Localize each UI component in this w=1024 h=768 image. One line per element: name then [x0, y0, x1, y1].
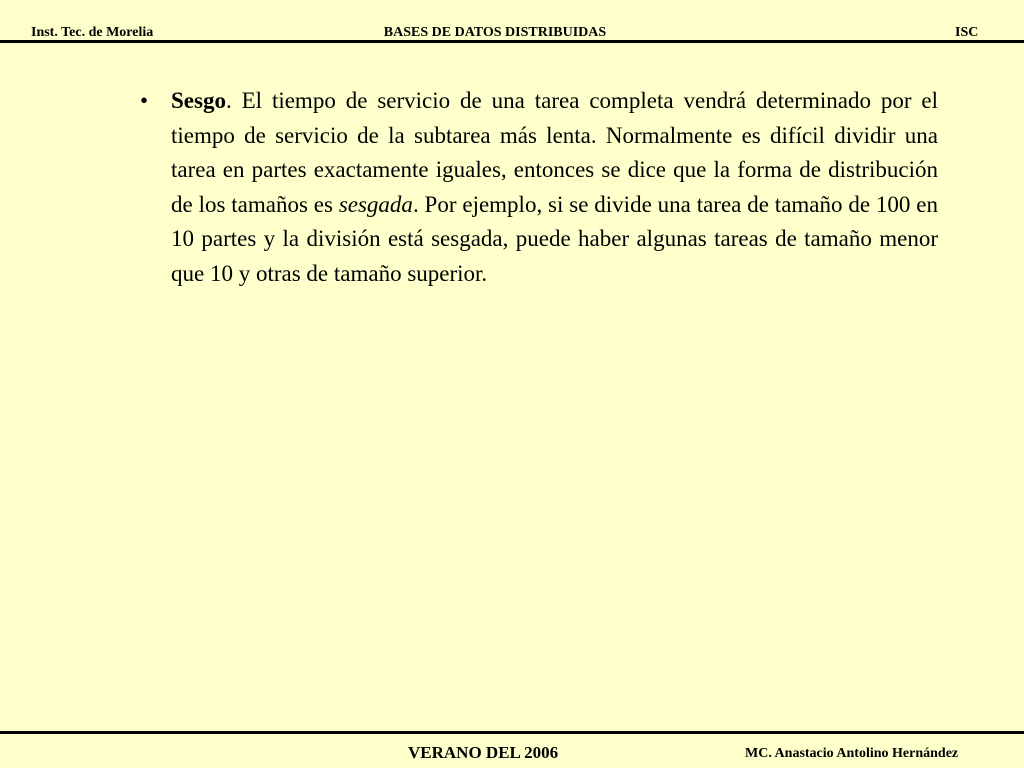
header-program: ISC [955, 25, 979, 40]
bullet-icon: • [140, 88, 149, 113]
header-institution: Inst. Tec. de Morelia [31, 25, 154, 40]
bullet-text-part2: . Por ejemplo, si se divide una tarea de tamaño de 100 en 10 partes y la división está sesgada, puede haber algunas tareas de tamaño menor que 10 y otras de tamaño superior. [171, 191, 939, 286]
header-course-title: BASES DE DATOS DISTRIBUIDAS [383, 25, 607, 40]
slide-content [140, 84, 938, 291]
bullet-text-part1: . El tiempo de servicio de una tarea completa vendrá determinado por el tiempo de servicio de la subtarea más lenta. Normalmente es difícil dividir una tarea en partes exactamente iguales, entonces se dice que la forma de distribución de los tamaños es [171, 88, 938, 217]
footer-divider [0, 731, 1024, 734]
bullet-emphasis: sesgada [338, 191, 413, 217]
header-divider [0, 40, 1024, 43]
footer-term: VERANO DEL 2006 [408, 743, 559, 762]
bullet-term: Sesgo [171, 88, 226, 113]
bullet-item-sesgo [140, 84, 938, 291]
footer-author: MC. Anastacio Antolino Hernández [745, 746, 959, 761]
